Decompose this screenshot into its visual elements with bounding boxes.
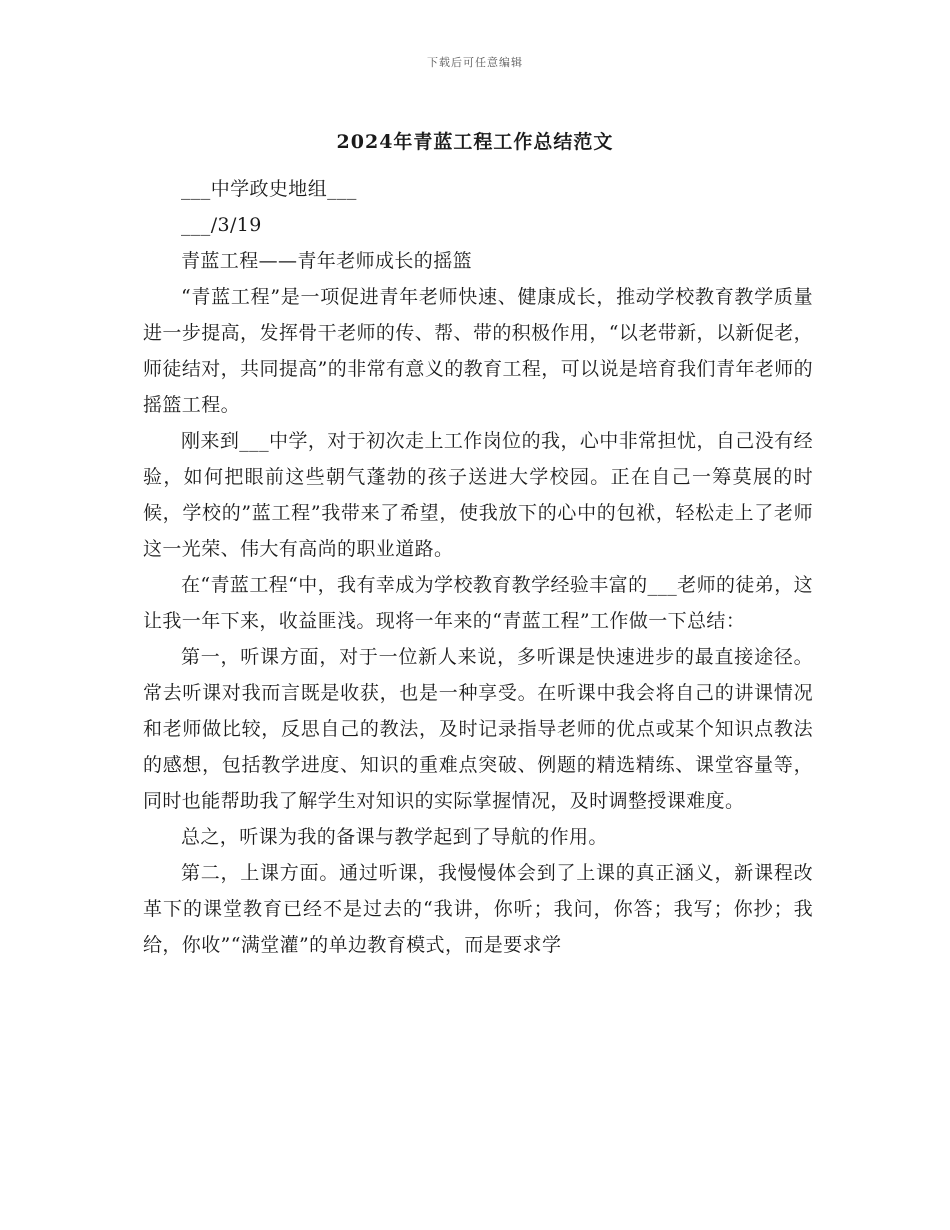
paragraph-department: ___中学政史地组___: [181, 178, 357, 200]
paragraph-intro: “青蓝工程”是一项促进青年老师快速、健康成长，推动学校教育教学质量进一步提高，发挥骨干老师的传、帮、带的积极作用，“以老带新，以新促老，师徒结对，共同提高”的非常有意义的教育工程，可以说是培育我们青年老师的摇篮工程。: [143, 286, 813, 416]
paragraph-date: ___/3/19: [181, 214, 262, 236]
paragraph-subtitle: 青蓝工程——青年老师成长的摇篮: [181, 250, 473, 272]
paragraph-listening: 第一，听课方面，对于一位新人来说，多听课是快速进步的最直接途径。常去听课对我而言既是收获，也是一种享受。在听课中我会将自己的讲课情况和老师做比较，反思自己的教法，及时记录指导老师的优点或某个知识点教法的感想，包括教学进度、知识的重难点突破、例题的精选精练、课堂容量等，同时也能帮助我了解学生对知识的实际掌握情况，及时调整授课难度。: [143, 646, 813, 812]
paragraph-background: 刚来到___中学，对于初次走上工作岗位的我，心中非常担忧，自己没有经验，如何把眼前这些朝气蓬勃的孩子送进大学校园。正在自己一筹莫展的时候，学校的”蓝工程”我带来了希望，使我放下的心中的包袱，轻松走上了老师这一光荣、伟大有高尚的职业道路。: [143, 430, 813, 560]
header-note: 下载后可任意编辑: [427, 56, 523, 69]
paragraph-teaching: 第二，上课方面。通过听课，我慢慢体会到了上课的真正涵义，新课程改革下的课堂教育已经不是过去的“我讲，你听；我问，你答；我写；你抄；我给，你收”“满堂灌”的单边教育模式，而是要求学: [143, 862, 813, 956]
paragraph-mentor: 在“青蓝工程“中，我有幸成为学校教育教学经验丰富的___老师的徒弟，这让我一年下来，收益匪浅。现将一年来的“青蓝工程”工作做一下总结：: [143, 574, 813, 632]
paragraph-summary: 总之，听课为我的备课与教学起到了导航的作用。: [181, 826, 608, 848]
document-body: [143, 171, 813, 963]
document-title: 2024年青蓝工程工作总结范文: [336, 131, 614, 153]
